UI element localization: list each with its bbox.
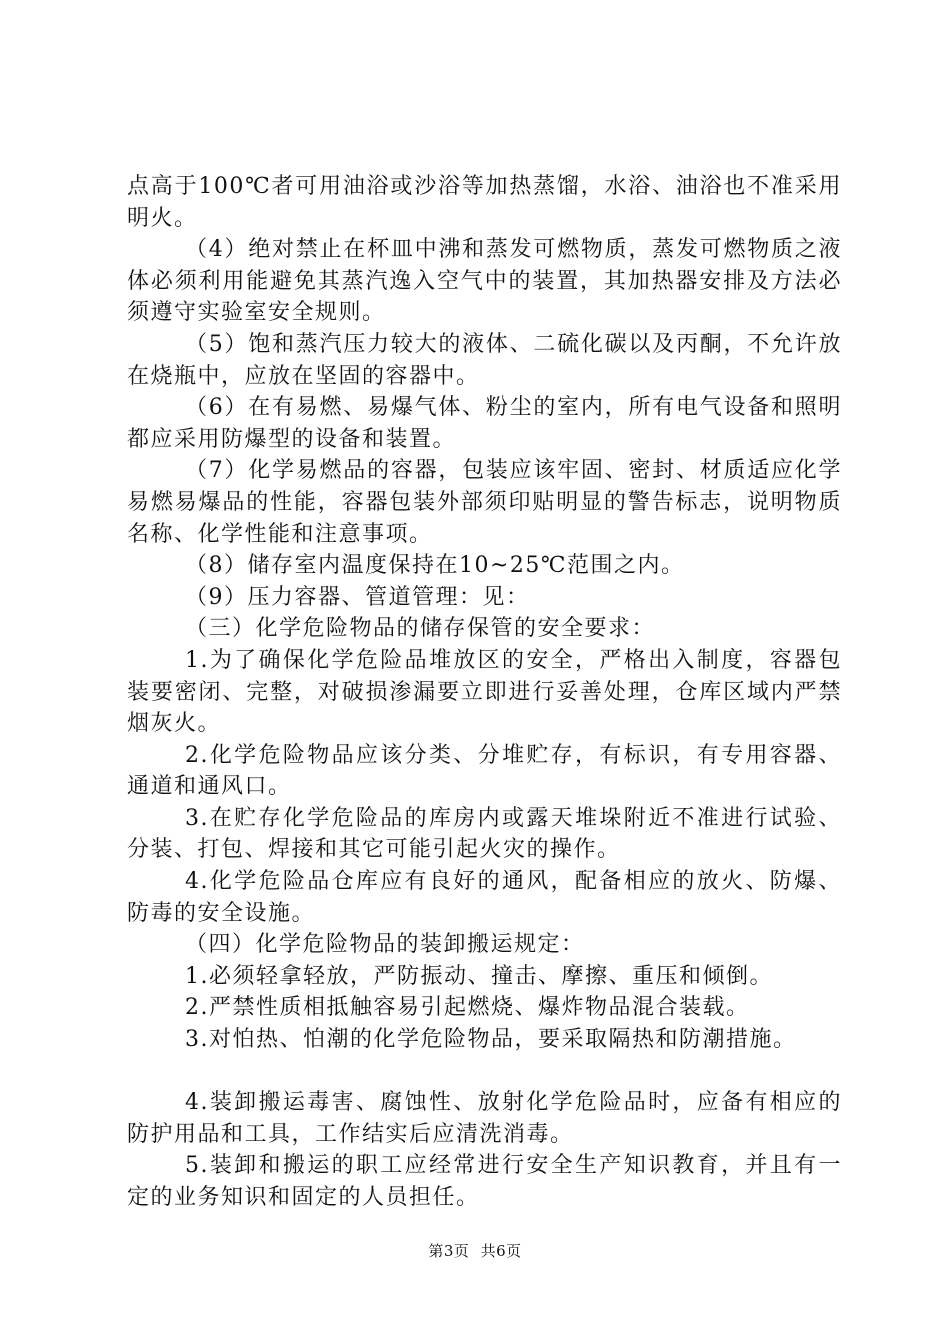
storage-rule-2: 2.化学危险物品应该分类、分堆贮存，有标识，有专用容器、通道和通风口。 [127, 742, 842, 800]
paragraph-continuation: 点高于100℃者可用油浴或沙浴等加热蒸馏，水浴、油浴也不准采用明火。 [127, 174, 842, 231]
storage-rule-3: 3.在贮存化学危险品的库房内或露天堆垛附近不准进行试验、分装、打包、焊接和其它可能引起火灾的操作。 [127, 805, 842, 863]
page-total: 共6页 [480, 1242, 522, 1260]
paragraph-item-6: （6）在有易燃、易爆气体、粉尘的室内，所有电气设备和照明都应采用防爆型的设备和装置。 [127, 395, 842, 452]
paragraph-item-8: （8）储存室内温度保持在10~25℃范围之内。 [185, 553, 685, 579]
storage-rule-1: 1.为了确保化学危险品堆放区的安全，严格出入制度，容器包装要密闭、完整，对破损渗漏要立即进行妥善处理，仓库区域内严禁烟灰火。 [127, 647, 842, 737]
handling-rule-3: 3.对怕热、怕潮的化学危险物品，要采取隔热和防潮措施。 [185, 1027, 797, 1053]
handling-rule-1: 1.必须轻拿轻放，严防振动、撞击、摩擦、重压和倾倒。 [185, 963, 773, 989]
storage-rule-4: 4.化学危险品仓库应有良好的通风，配备相应的放火、防爆、防毒的安全设施。 [127, 869, 842, 926]
section-heading-storage: （三）化学危险物品的储存保管的安全要求： [185, 616, 656, 642]
paragraph-item-4: （4）绝对禁止在杯皿中沸和蒸发可燃物质，蒸发可燃物质之液体必须利用能避免其蒸汽逸入空气中的装置，其加热器安排及方法必须遵守实验室安全规则。 [127, 237, 842, 326]
handling-rule-4: 4.装卸搬运毒害、腐蚀性、放射化学危险品时，应备有相应的防护用品和工具，工作结实后应清洗消毒。 [127, 1090, 842, 1147]
paragraph-item-7: （7）化学易燃品的容器，包装应该牢固、密封、材质适应化学易燃易爆品的性能，容器包装外部须印贴明显的警告标志，说明物质名称、化学性能和注意事项。 [127, 458, 842, 547]
blank-line [127, 1056, 842, 1088]
page-footer [0, 1240, 950, 1261]
page-number: 第3页 [428, 1242, 470, 1260]
section-heading-handling: （四）化学危险物品的装卸搬运规定： [185, 932, 585, 958]
handling-rule-5: 5.装卸和搬运的职工应经常进行安全生产知识教育，并且有一定的业务知识和固定的人员担任。 [127, 1153, 842, 1210]
document-body [127, 171, 842, 1214]
paragraph-item-5: （5）饱和蒸汽压力较大的液体、二硫化碳以及丙酮，不允许放在烧瓶中，应放在坚固的容器中。 [127, 331, 842, 389]
paragraph-item-9: （9）压力容器、管道管理：见： [185, 584, 530, 610]
handling-rule-2: 2.严禁性质相抵触容易引起燃烧、爆炸物品混合装载。 [185, 995, 750, 1021]
